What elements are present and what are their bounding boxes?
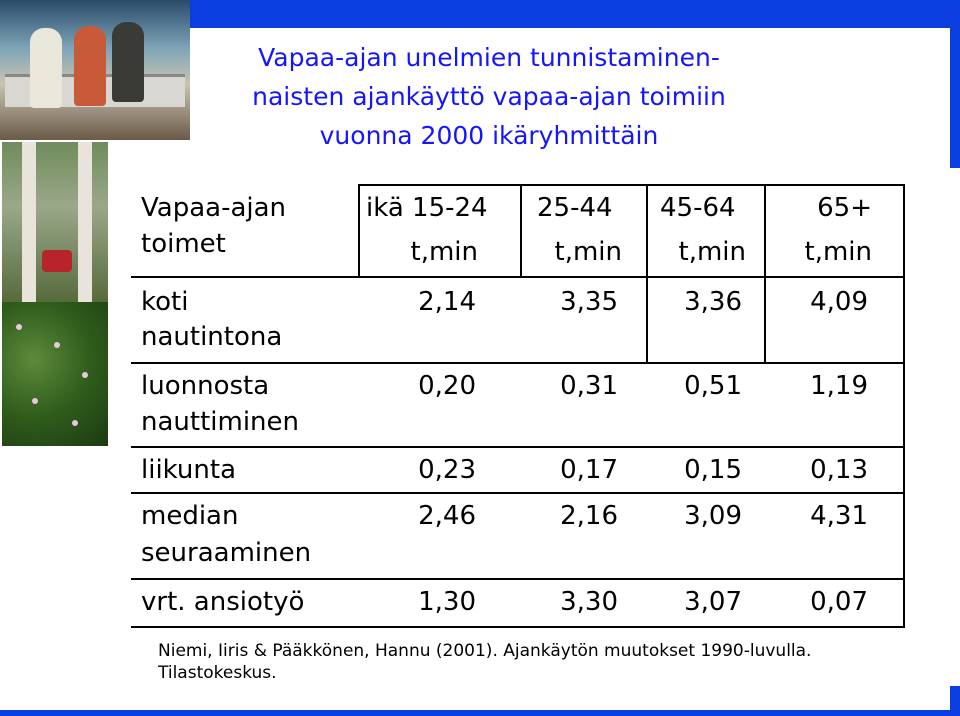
- table-cell: 2,16: [560, 501, 618, 531]
- table-cell: 2,14: [418, 287, 476, 317]
- row-label: nautintona: [141, 322, 283, 352]
- table-rule: [903, 184, 905, 628]
- person-figure: [112, 22, 144, 102]
- table-cell: 0,17: [560, 455, 618, 485]
- trunk-shape: [22, 142, 36, 302]
- table-cell: 1,30: [418, 587, 476, 617]
- column-unit: t,min: [678, 237, 746, 267]
- column-unit: t,min: [554, 237, 622, 267]
- source-line: Tilastokeskus.: [158, 663, 277, 683]
- column-header: ikä 15-24: [366, 193, 488, 223]
- flower-dot: [82, 372, 88, 378]
- source-line: Niemi, Iiris & Pääkkönen, Hannu (2001). Ajankäytön muutokset 1990-luvulla.: [158, 641, 812, 661]
- table-cell: 0,07: [810, 587, 868, 617]
- table-cell: 0,31: [560, 371, 618, 401]
- flower-dot: [72, 420, 78, 426]
- table-cell: 0,15: [684, 455, 742, 485]
- trunk-shape: [78, 142, 92, 302]
- red-shirt-shape: [42, 250, 72, 272]
- column-unit: t,min: [804, 237, 872, 267]
- title-line: Vapaa-ajan unelmien tunnistaminen-: [258, 43, 720, 72]
- table-rule: [646, 184, 648, 362]
- photo-tree-trunks: [2, 142, 108, 302]
- row-label: liikunta: [141, 455, 237, 485]
- table-cell: 2,46: [418, 501, 476, 531]
- row-label: nauttiminen: [141, 407, 300, 437]
- table-rule: [358, 184, 905, 186]
- table-cell: 0,13: [810, 455, 868, 485]
- table-cell: 0,51: [684, 371, 742, 401]
- source-citation: [158, 640, 811, 684]
- table-rule: [131, 578, 905, 580]
- photo-women-on-bench: [0, 0, 190, 140]
- header-label: Vapaa-ajan: [141, 193, 287, 223]
- table-rule: [358, 184, 360, 278]
- table-cell: 4,09: [810, 287, 868, 317]
- table-cell: 1,19: [810, 371, 868, 401]
- column-header: 45-64: [660, 193, 736, 223]
- table-rule: [131, 446, 905, 448]
- row-label: median: [141, 501, 239, 531]
- title-line: vuonna 2000 ikäryhmittäin: [319, 121, 659, 150]
- table-rule: [131, 626, 905, 628]
- table-rule: [131, 276, 905, 278]
- photo-flowers: [2, 302, 108, 446]
- column-unit: t,min: [410, 237, 478, 267]
- header-label: toimet: [141, 229, 226, 259]
- table-cell: 3,36: [684, 287, 742, 317]
- table-cell: 4,31: [810, 501, 868, 531]
- table-cell: 3,35: [560, 287, 618, 317]
- table-cell: 3,09: [684, 501, 742, 531]
- flower-dot: [54, 342, 60, 348]
- row-label: koti: [141, 287, 189, 317]
- column-header: 65+: [817, 193, 872, 223]
- person-figure: [30, 28, 62, 108]
- person-figure: [74, 26, 106, 106]
- table-cell: 3,30: [560, 587, 618, 617]
- table-cell: 0,20: [418, 371, 476, 401]
- footer-white-strip: [0, 686, 950, 710]
- flower-dot: [32, 398, 38, 404]
- flower-dot: [16, 324, 22, 330]
- row-label: luonnosta: [141, 371, 270, 401]
- table-rule: [131, 492, 905, 494]
- row-label: vrt. ansiotyö: [141, 587, 305, 617]
- page-title: [190, 38, 788, 155]
- column-header: 25-44: [537, 193, 613, 223]
- row-label: seuraaminen: [141, 538, 312, 568]
- title-line: naisten ajankäyttö vapaa-ajan toimiin: [252, 82, 726, 111]
- table-rule: [131, 362, 905, 364]
- table-cell: 0,23: [418, 455, 476, 485]
- table-cell: 3,07: [684, 587, 742, 617]
